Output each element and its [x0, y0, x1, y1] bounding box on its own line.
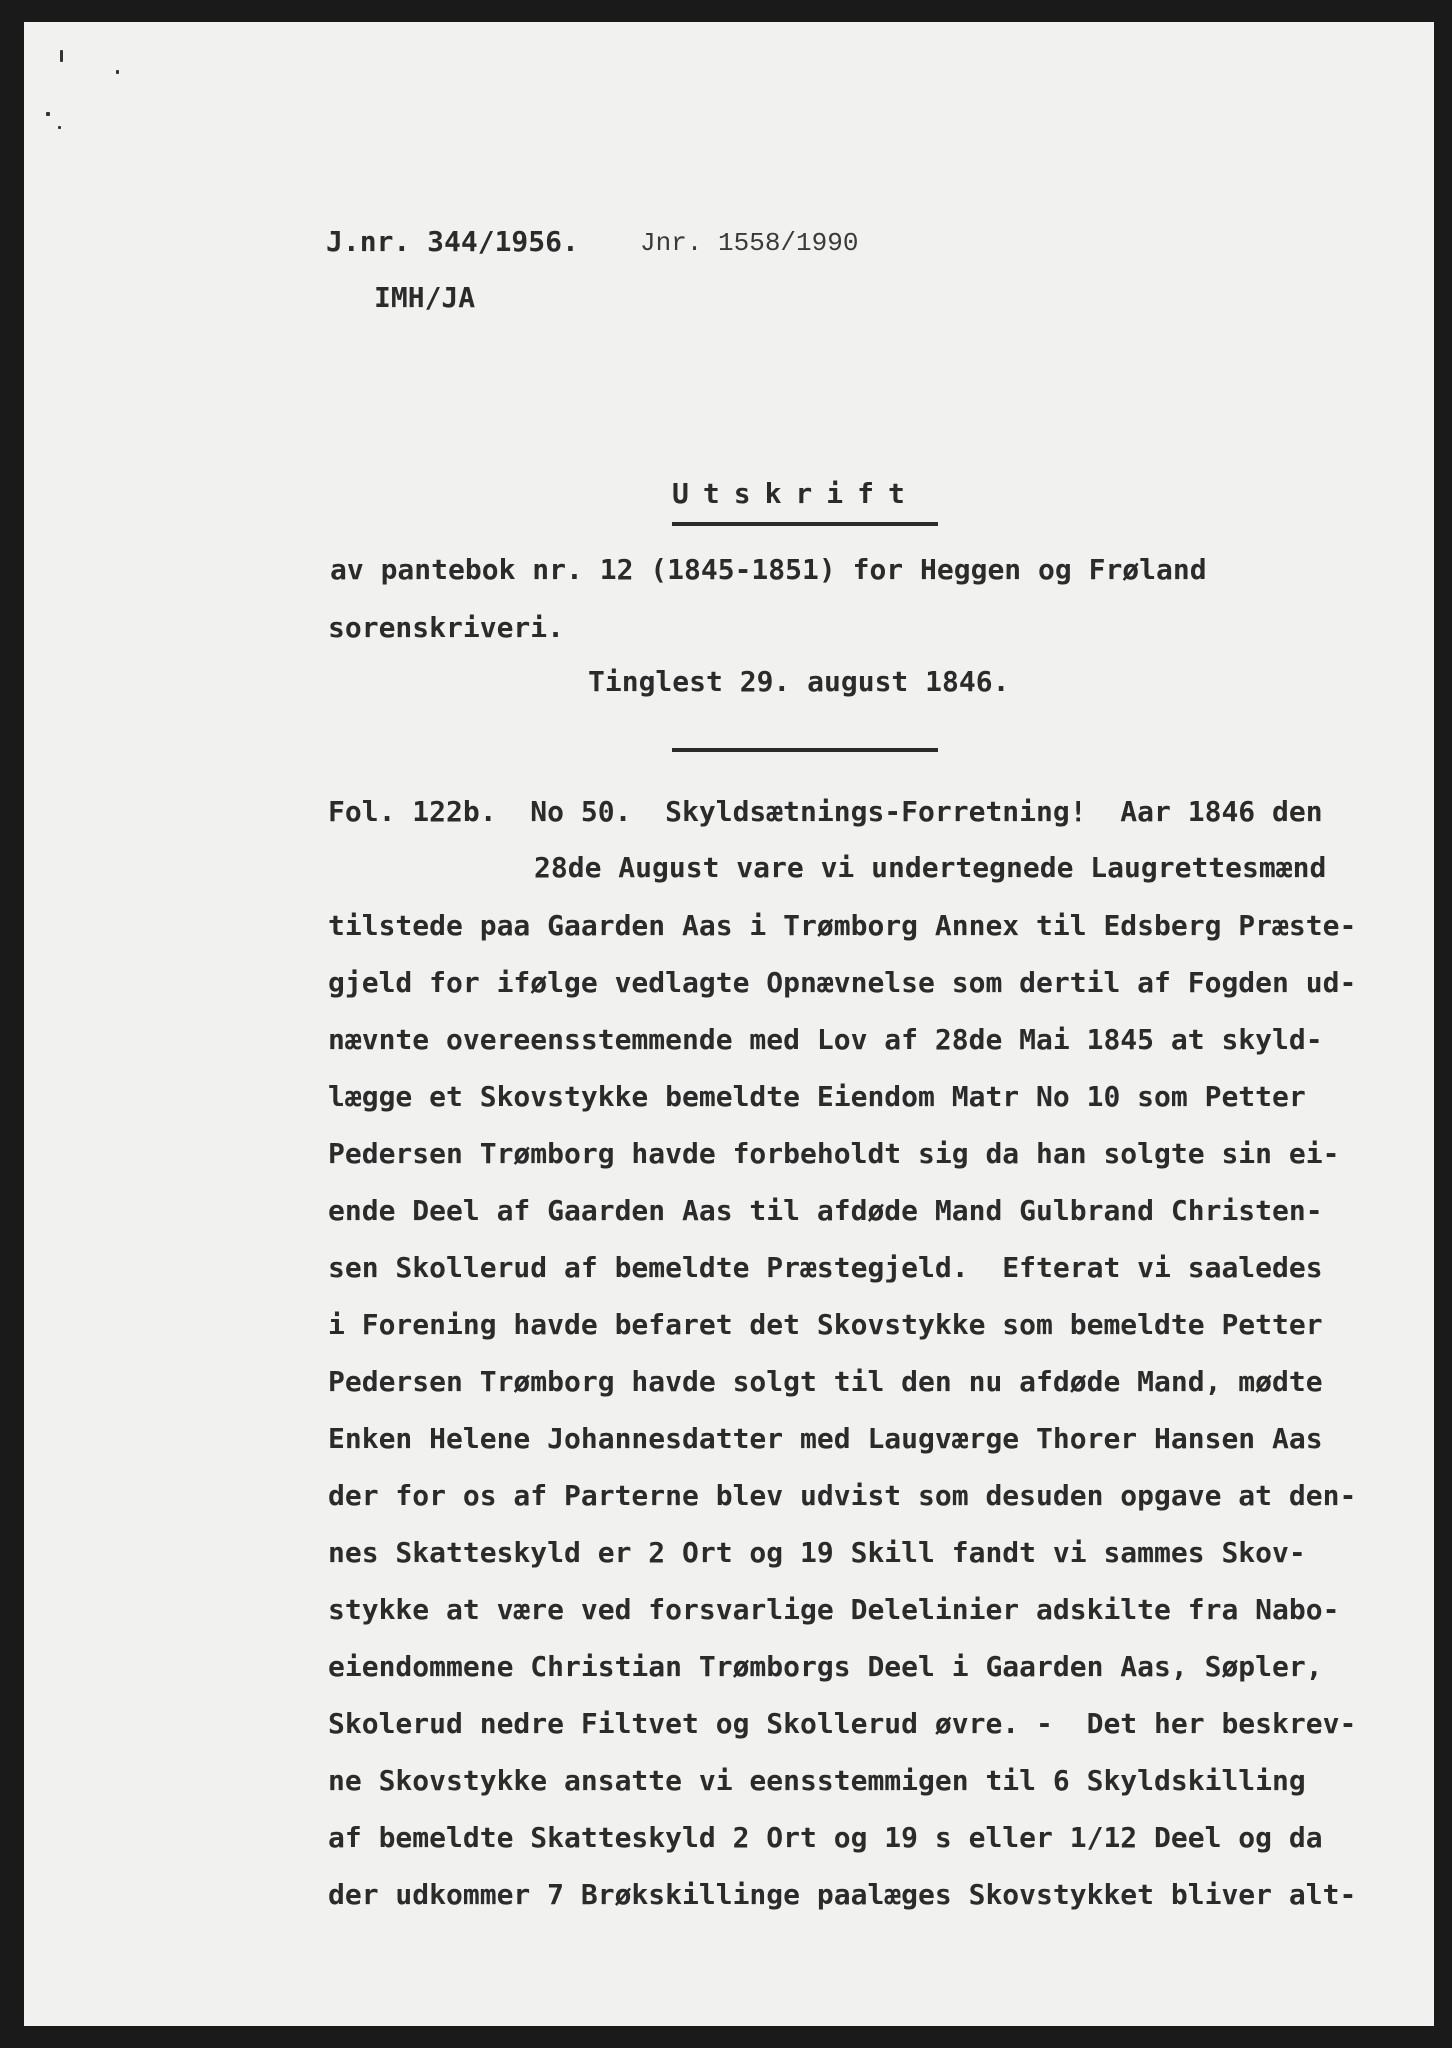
intro-line: av pantebok nr. 12 (1845-1851) for Heggen og Frøland — [330, 553, 1207, 586]
section-divider — [672, 748, 938, 752]
body-line: gjeld for ifølge vedlagte Opnævnelse som dertil af Fogden ud- — [328, 966, 1357, 999]
journal-number-typed: J.nr. 344/1956. — [326, 225, 579, 258]
body-line: ende Deel af Gaarden Aas til afdøde Mand Gulbrand Christen- — [328, 1194, 1323, 1227]
body-line: sen Skollerud af bemeldte Præstegjeld. Efterat vi saaledes — [328, 1251, 1323, 1284]
document-title: Utskrift — [672, 477, 919, 510]
body-line: Skolerud nedre Filtvet og Skollerud øvre. - Det her beskrev- — [328, 1707, 1357, 1740]
body-line: 28de August vare vi undertegnede Laugrettesmænd — [534, 851, 1327, 884]
journal-number-handwritten: Jnr. 1558/1990 — [640, 228, 859, 258]
body-line: Enken Helene Johannesdatter med Laugværge Thorer Hansen Aas — [328, 1422, 1323, 1455]
body-line: der udkommer 7 Brøkskillinge paalæges Skovstykket bliver alt- — [328, 1878, 1357, 1911]
body-line: der for os af Parterne blev udvist som desuden opgave at den- — [328, 1479, 1357, 1512]
margin-speck — [46, 112, 50, 116]
margin-speck — [60, 50, 63, 62]
body-line: Pedersen Trømborg havde forbeholdt sig da han solgte sin ei- — [328, 1137, 1340, 1170]
body-line: af bemeldte Skatteskyld 2 Ort og 19 s eller 1/12 Deel og da — [328, 1821, 1323, 1854]
body-line: lægge et Skovstykke bemeldte Eiendom Matr No 10 som Petter — [328, 1080, 1306, 1113]
body-line: Fol. 122b. No 50. Skyldsætnings-Forretning! Aar 1846 den — [328, 795, 1323, 828]
body-line: ne Skovstykke ansatte vi eensstemmigen til 6 Skyldskilling — [328, 1764, 1306, 1797]
body-line: tilstede paa Gaarden Aas i Trømborg Annex til Edsberg Præste- — [328, 909, 1357, 942]
body-line: eiendommene Christian Trømborgs Deel i Gaarden Aas, Søpler, — [328, 1650, 1323, 1683]
body-line: Pedersen Trømborg havde solgt til den nu afdøde Mand, mødte — [328, 1365, 1323, 1398]
initials: IMH/JA — [374, 281, 476, 314]
intro-line: sorenskriveri. — [328, 611, 565, 644]
body-line: nes Skatteskyld er 2 Ort og 19 Skill fandt vi sammes Skov- — [328, 1536, 1306, 1569]
body-line: i Forening havde befaret det Skovstykke som bemeldte Petter — [328, 1308, 1323, 1341]
registration-date: Tinglest 29. august 1846. — [588, 665, 1010, 698]
margin-speck — [116, 70, 119, 74]
body-line: nævnte overeensstemmende med Lov af 28de Mai 1845 at skyld- — [328, 1023, 1323, 1056]
margin-speck — [58, 126, 61, 129]
title-underline — [672, 522, 938, 526]
body-line: stykke at være ved forsvarlige Delelinier adskilte fra Nabo- — [328, 1593, 1340, 1626]
